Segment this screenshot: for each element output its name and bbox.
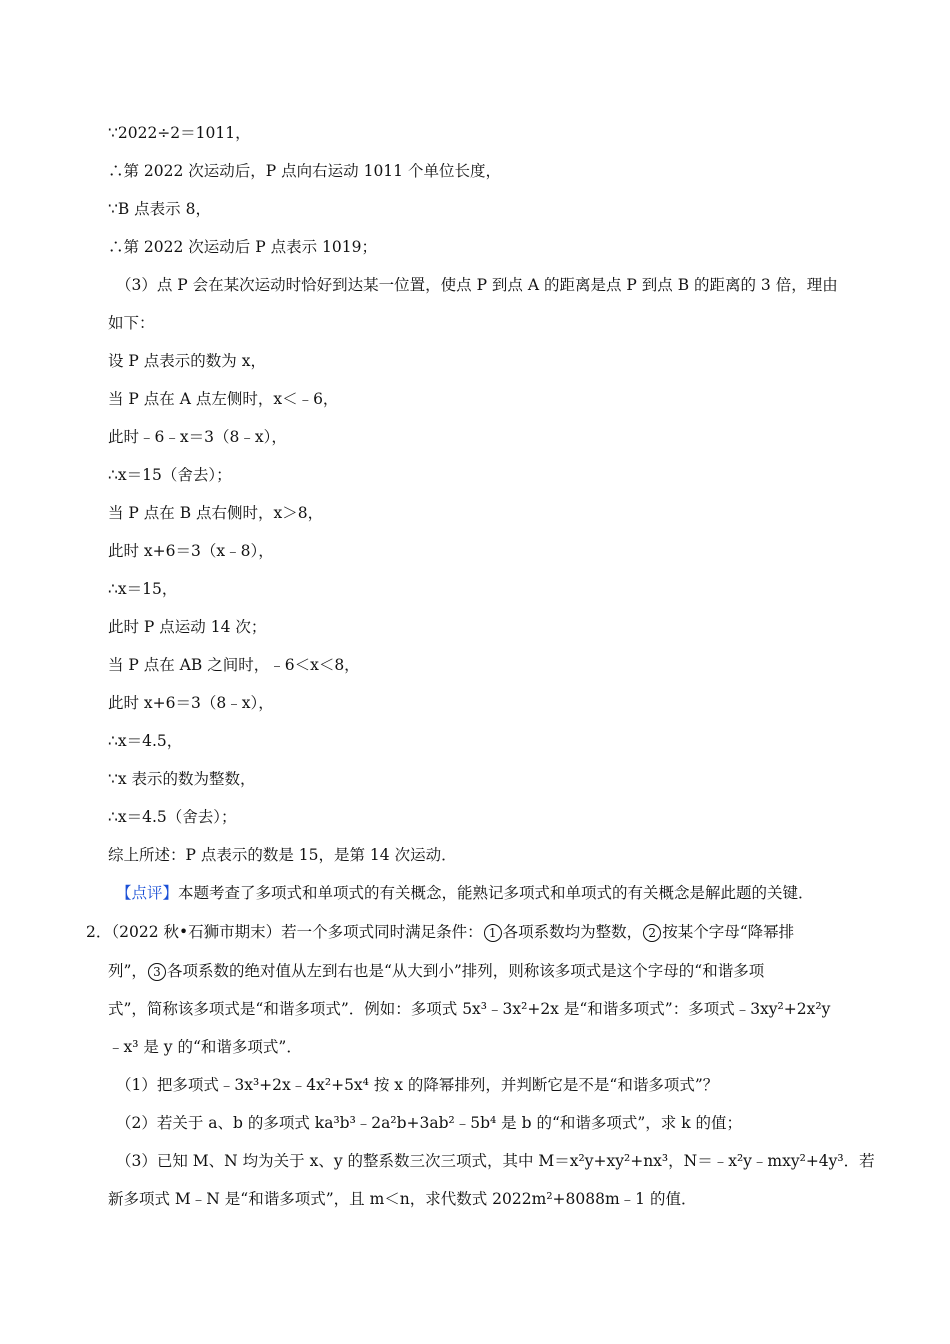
question-2-part-2: （2）若关于 a、b 的多项式 ka³b³﹣2a²b+3ab²﹣5b⁴ 是 b 的“和谐多项式”，求 k 的值； bbox=[116, 1114, 743, 1132]
question-2-part-1: （1）把多项式﹣3x³+2x﹣4x²+5x⁴ 按 x 的降幂排列，并判断它是不是“和谐多项式”？ bbox=[116, 1076, 719, 1094]
solution-line: ∴x＝15（舍去）； bbox=[108, 466, 232, 484]
solution-line: ∴第 2022 次运动后，P 点向右运动 1011 个单位长度， bbox=[108, 162, 501, 180]
solution-line: 此时 x+6＝3（x﹣8）， bbox=[108, 542, 274, 560]
solution-line: 设 P 点表示的数为 x， bbox=[108, 352, 266, 370]
question-2-part-3-cont: 新多项式 M﹣N 是“和谐多项式”，且 m＜n，求代数式 2022m²+8088m﹣1 的值． bbox=[108, 1190, 697, 1208]
solution-line: 此时﹣6﹣x＝3（8﹣x）， bbox=[108, 428, 287, 446]
solution-line: ∵x 表示的数为整数， bbox=[108, 770, 256, 788]
solution-line: 当 P 点在 AB 之间时，﹣6＜x＜8， bbox=[108, 656, 360, 674]
condition-1: 各项系数均为整数， bbox=[502, 923, 643, 941]
solution-line: ∴x＝4.5（舍去）； bbox=[108, 808, 237, 826]
solution-line: ∵2022÷2＝1011， bbox=[108, 124, 251, 142]
solution-line: ∴x＝15， bbox=[108, 580, 178, 598]
solution-line: 此时 x+6＝3（8﹣x）， bbox=[108, 694, 274, 712]
solution-line: ∴第 2022 次运动后 P 点表示 1019； bbox=[108, 238, 377, 256]
solution-line: 综上所述：P 点表示的数是 15，是第 14 次运动． bbox=[108, 846, 457, 864]
circled-number-2-icon: 2 bbox=[643, 924, 661, 942]
question-2-line: ﹣x³ 是 y 的“和谐多项式”． bbox=[108, 1038, 302, 1056]
question-number: 2． bbox=[86, 923, 112, 941]
question-2-line: 式”，简称该多项式是“和谐多项式”．例如：多项式 5x³﹣3x²+2x 是“和谐多项式”：多项式﹣3xy²+2x²y bbox=[108, 1000, 831, 1018]
circled-number-3-icon: 3 bbox=[148, 963, 166, 981]
solution-line: 如下： bbox=[108, 314, 155, 332]
condition-2: 按某个字母“降幂排 bbox=[662, 923, 795, 941]
solution-line: 当 P 点在 A 点左侧时，x＜﹣6， bbox=[108, 390, 339, 408]
review-line bbox=[116, 883, 814, 903]
question-text: 列”， bbox=[108, 962, 147, 980]
solution-line: 当 P 点在 B 点右侧时，x＞8， bbox=[108, 504, 324, 522]
solution-line: 此时 P 点运动 14 次； bbox=[108, 618, 267, 636]
question-stem-text: 若一个多项式同时满足条件： bbox=[281, 923, 483, 941]
question-2-part-3: （3）已知 M、N 均为关于 x、y 的整系数三次三项式，其中 M＝x²y+xy²+nx³，N＝﹣x²y﹣mxy²+4y³．若 bbox=[116, 1152, 875, 1170]
question-2-line bbox=[108, 961, 764, 981]
question-2-stem bbox=[86, 922, 794, 942]
solution-line: （3）点 P 会在某次运动时恰好到达某一位置，使点 P 到点 A 的距离是点 P 到点 B 的距离的 3 倍，理由 bbox=[116, 276, 838, 294]
solution-line: ∵B 点表示 8， bbox=[108, 200, 211, 218]
review-tag: 【点评】 bbox=[116, 884, 179, 902]
circled-number-1-icon: 1 bbox=[484, 924, 502, 942]
solution-line: ∴x＝4.5， bbox=[108, 732, 183, 750]
review-text: 本题考查了多项式和单项式的有关概念，能熟记多项式和单项式的有关概念是解此题的关键． bbox=[178, 884, 814, 902]
condition-3: 各项系数的绝对值从左到右也是“从大到小”排列，则称该多项式是这个字母的“和谐多项 bbox=[166, 962, 765, 980]
question-source: （2022 秋•石狮市期末） bbox=[111, 923, 282, 941]
